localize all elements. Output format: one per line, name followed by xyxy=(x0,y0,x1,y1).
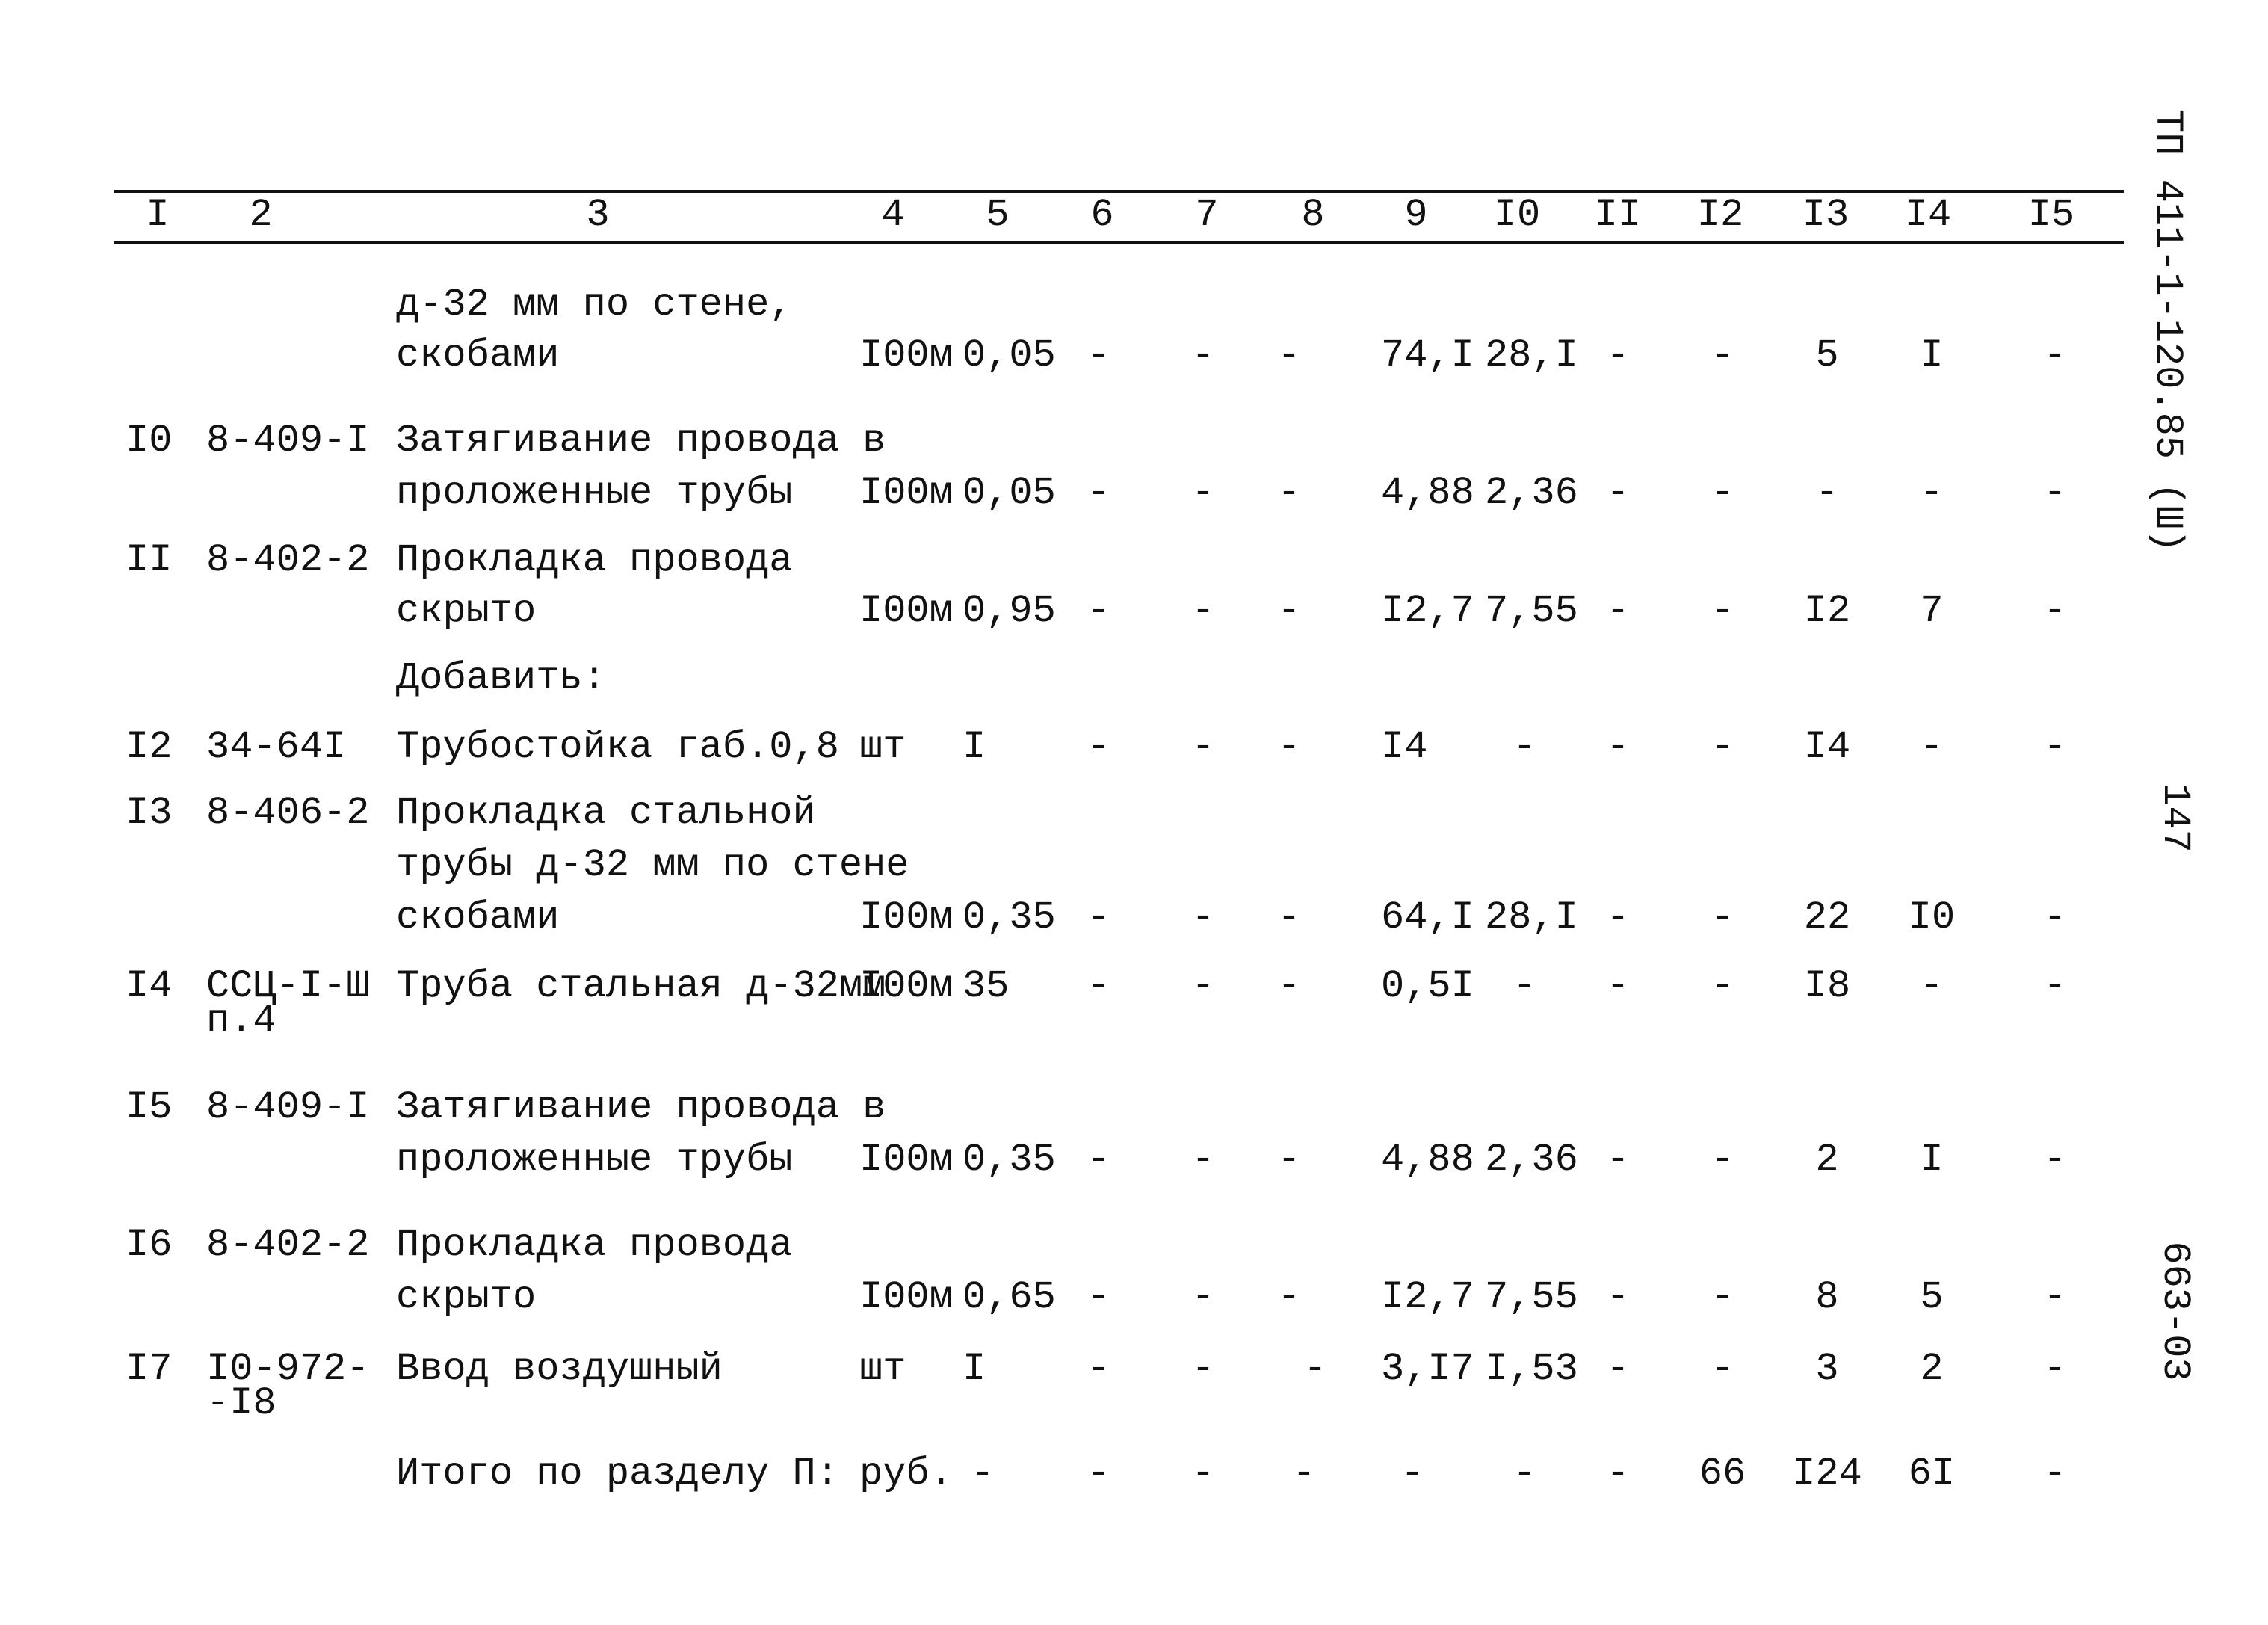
row-desc-line: Затягивание провода в xyxy=(396,1085,886,1129)
total-c15: - xyxy=(2043,1452,2067,1496)
col-header-10: I0 xyxy=(1493,193,1541,237)
row-code: 8-402-2 xyxy=(206,1223,370,1267)
row-desc-line: Прокладка стальной xyxy=(396,791,816,835)
row-c11: - xyxy=(1606,1138,1630,1182)
row-c11: - xyxy=(1606,1347,1630,1391)
row-code-cont: -I8 xyxy=(206,1381,276,1425)
row-unit: I00м xyxy=(859,471,953,515)
row-c12: - xyxy=(1711,1347,1734,1391)
col-header-5: 5 xyxy=(986,193,1010,237)
col-header-7: 7 xyxy=(1195,193,1219,237)
total-c10: - xyxy=(1512,1452,1536,1496)
row-c12: - xyxy=(1711,333,1734,377)
page-number: 147 xyxy=(2153,783,2197,853)
row-c8: - xyxy=(1277,964,1301,1008)
row-num: I6 xyxy=(126,1223,173,1267)
row-c8: - xyxy=(1277,471,1301,515)
row-qty: 0,95 xyxy=(962,589,1056,633)
row-c10: 28,I xyxy=(1485,895,1578,940)
row-qty: 0,05 xyxy=(962,471,1056,515)
row-c11: - xyxy=(1606,725,1630,769)
row-c8: - xyxy=(1277,725,1301,769)
row-c9: 74,I xyxy=(1381,333,1474,377)
row-unit: I00м xyxy=(859,1275,953,1319)
row-desc-line: скрыто xyxy=(396,1275,537,1319)
row-qty: I xyxy=(962,725,986,769)
row-c13: I4 xyxy=(1803,725,1851,769)
row-c14: - xyxy=(1920,964,1944,1008)
row-unit: шт xyxy=(859,725,906,769)
row-c15: - xyxy=(2043,725,2067,769)
row-code: 8-409-I xyxy=(206,419,370,463)
row-c13: 8 xyxy=(1815,1275,1839,1319)
row-c13: 5 xyxy=(1815,333,1839,377)
row-c9: I4 xyxy=(1381,725,1428,769)
total-c6: - xyxy=(1087,1452,1110,1496)
row-c11: - xyxy=(1606,333,1630,377)
row-c9: 0,5I xyxy=(1381,964,1474,1008)
total-c11: - xyxy=(1606,1452,1630,1496)
row-c7: - xyxy=(1191,964,1215,1008)
row-num: I3 xyxy=(126,791,173,835)
row-unit: I00м xyxy=(859,1138,953,1182)
col-header-2: 2 xyxy=(249,193,273,237)
col-header-14: I4 xyxy=(1904,193,1952,237)
row-c12: - xyxy=(1711,1275,1734,1319)
row-c10: 2,36 xyxy=(1485,1138,1578,1182)
row-desc-line: Прокладка провода xyxy=(396,538,793,582)
row-c15: - xyxy=(2043,471,2067,515)
col-header-13: I3 xyxy=(1802,193,1850,237)
row-c6: - xyxy=(1087,471,1110,515)
row-c6: - xyxy=(1087,725,1110,769)
row-c6: - xyxy=(1087,895,1110,940)
total-c14: 6I xyxy=(1908,1452,1956,1496)
row-num: II xyxy=(126,538,173,582)
row-c12: - xyxy=(1711,895,1734,940)
row-c11: - xyxy=(1606,589,1630,633)
row-desc-line: скрыто xyxy=(396,589,537,633)
row-c12: - xyxy=(1711,964,1734,1008)
row-c11: - xyxy=(1606,895,1630,940)
row-c10: 2,36 xyxy=(1485,471,1578,515)
row-c7: - xyxy=(1191,1347,1215,1391)
row-qty: I xyxy=(962,1347,986,1391)
row-c12: - xyxy=(1711,725,1734,769)
row-num: I4 xyxy=(126,964,173,1008)
row-c10: - xyxy=(1512,964,1536,1008)
row-qty: 0,35 xyxy=(962,895,1056,940)
row-desc-line: Затягивание провода в xyxy=(396,419,886,463)
row-c15: - xyxy=(2043,1275,2067,1319)
row-c7: - xyxy=(1191,471,1215,515)
col-header-3: 3 xyxy=(586,193,610,237)
row-unit: I00м xyxy=(859,333,953,377)
row-c7: - xyxy=(1191,1138,1215,1182)
total-label: Итого по разделу П: xyxy=(396,1452,839,1496)
row-c9: I2,7 xyxy=(1381,1275,1474,1319)
row-qty: 0,65 xyxy=(962,1275,1056,1319)
row-c13: 22 xyxy=(1803,895,1851,940)
row-c10: 7,55 xyxy=(1485,589,1578,633)
row-qty: 35 xyxy=(962,964,1010,1008)
total-c9: - xyxy=(1400,1452,1424,1496)
row-c13: 2 xyxy=(1815,1138,1839,1182)
row-desc-line: проложенные трубы xyxy=(396,1138,793,1182)
row-c11: - xyxy=(1606,1275,1630,1319)
row-c8: - xyxy=(1277,1138,1301,1182)
row-c15: - xyxy=(2043,333,2067,377)
row-c10: 7,55 xyxy=(1485,1275,1578,1319)
row-code: 8-402-2 xyxy=(206,538,370,582)
total-c13: I24 xyxy=(1792,1452,1862,1496)
row-c7: - xyxy=(1191,1275,1215,1319)
row-c14: - xyxy=(1920,725,1944,769)
col-header-15: I5 xyxy=(2027,193,2075,237)
row-c11: - xyxy=(1606,964,1630,1008)
row-num: I7 xyxy=(126,1347,173,1391)
row-unit: шт xyxy=(859,1347,906,1391)
row-c14: I xyxy=(1920,333,1944,377)
row-c6: - xyxy=(1087,589,1110,633)
row-c12: - xyxy=(1711,1138,1734,1182)
col-header-8: 8 xyxy=(1301,193,1325,237)
row-c15: - xyxy=(2043,1347,2067,1391)
row-code: ССЦ-I-Ш xyxy=(206,964,370,1008)
row-desc-line: скобами xyxy=(396,333,560,377)
row-qty: 0,05 xyxy=(962,333,1056,377)
row-c9: 3,I7 xyxy=(1381,1347,1474,1391)
total-unit: руб. xyxy=(859,1452,953,1496)
sheet-code: 663-03 xyxy=(2153,1241,2197,1381)
row-c8: - xyxy=(1277,895,1301,940)
row-c14: 5 xyxy=(1920,1275,1944,1319)
row-desc-line: Ввод воздушный xyxy=(396,1347,723,1391)
row-qty: 0,35 xyxy=(962,1138,1056,1182)
row-c9: 4,88 xyxy=(1381,1138,1474,1182)
row-c14: 7 xyxy=(1920,589,1944,633)
row-code: 34-64I xyxy=(206,725,347,769)
row-c15: - xyxy=(2043,964,2067,1008)
row-c6: - xyxy=(1087,333,1110,377)
row-c11: - xyxy=(1606,471,1630,515)
table-header-rule xyxy=(114,241,2124,244)
row-c6: - xyxy=(1087,1138,1110,1182)
row-c6: - xyxy=(1087,1275,1110,1319)
row-unit: I00м xyxy=(859,964,953,1008)
row-c13: I2 xyxy=(1803,589,1851,633)
row-desc-line: д-32 мм по стене, xyxy=(396,283,793,327)
row-c13: I8 xyxy=(1803,964,1851,1008)
row-c9: 4,88 xyxy=(1381,471,1474,515)
col-header-1: I xyxy=(146,193,170,237)
col-header-11: II xyxy=(1594,193,1642,237)
row-c7: - xyxy=(1191,725,1215,769)
col-header-6: 6 xyxy=(1090,193,1114,237)
row-c7: - xyxy=(1191,589,1215,633)
document-code: ТП 411-1-120.85 (Ш) xyxy=(2145,109,2190,552)
total-c12: 66 xyxy=(1699,1452,1746,1496)
row-c8: - xyxy=(1303,1347,1327,1391)
row-desc-line: Труба стальная д-32мм xyxy=(396,964,886,1008)
row-num: I5 xyxy=(126,1085,173,1129)
row-unit: I00м xyxy=(859,589,953,633)
row-code: 8-409-I xyxy=(206,1085,370,1129)
row-c6: - xyxy=(1087,1347,1110,1391)
row-c8: - xyxy=(1277,333,1301,377)
row-c7: - xyxy=(1191,333,1215,377)
row-c9: I2,7 xyxy=(1381,589,1474,633)
row-c14: 2 xyxy=(1920,1347,1944,1391)
col-header-9: 9 xyxy=(1404,193,1428,237)
col-header-4: 4 xyxy=(881,193,905,237)
row-c10: - xyxy=(1512,725,1536,769)
row-code-cont: п.4 xyxy=(206,999,276,1043)
row-desc-line: проложенные трубы xyxy=(396,471,793,515)
row-num: I2 xyxy=(126,725,173,769)
row-c12: - xyxy=(1711,589,1734,633)
row-c9: 64,I xyxy=(1381,895,1474,940)
row-c15: - xyxy=(2043,895,2067,940)
row-desc-line: скобами xyxy=(396,895,560,940)
row-c12: - xyxy=(1711,471,1734,515)
row-c10: I,53 xyxy=(1485,1347,1578,1391)
row-c14: I xyxy=(1920,1138,1944,1182)
row-c15: - xyxy=(2043,1138,2067,1182)
row-desc-line: трубы д-32 мм по стене xyxy=(396,843,909,887)
total-c8: - xyxy=(1292,1452,1316,1496)
total-qty: - xyxy=(971,1452,995,1496)
add-label: Добавить: xyxy=(396,656,606,700)
row-c7: - xyxy=(1191,895,1215,940)
row-num: I0 xyxy=(126,419,173,463)
row-unit: I00м xyxy=(859,895,953,940)
row-c8: - xyxy=(1277,1275,1301,1319)
row-c14: I0 xyxy=(1908,895,1956,940)
row-desc-line: Трубостойка габ.0,8 xyxy=(396,725,839,769)
row-c13: 3 xyxy=(1815,1347,1839,1391)
col-header-12: I2 xyxy=(1696,193,1744,237)
row-c15: - xyxy=(2043,589,2067,633)
total-c7: - xyxy=(1191,1452,1215,1496)
row-c8: - xyxy=(1277,589,1301,633)
row-desc-line: Прокладка провода xyxy=(396,1223,793,1267)
row-c14: - xyxy=(1920,471,1944,515)
row-c6: - xyxy=(1087,964,1110,1008)
row-code: I0-972- xyxy=(206,1347,370,1391)
row-c10: 28,I xyxy=(1485,333,1578,377)
row-c13: - xyxy=(1815,471,1839,515)
row-code: 8-406-2 xyxy=(206,791,370,835)
